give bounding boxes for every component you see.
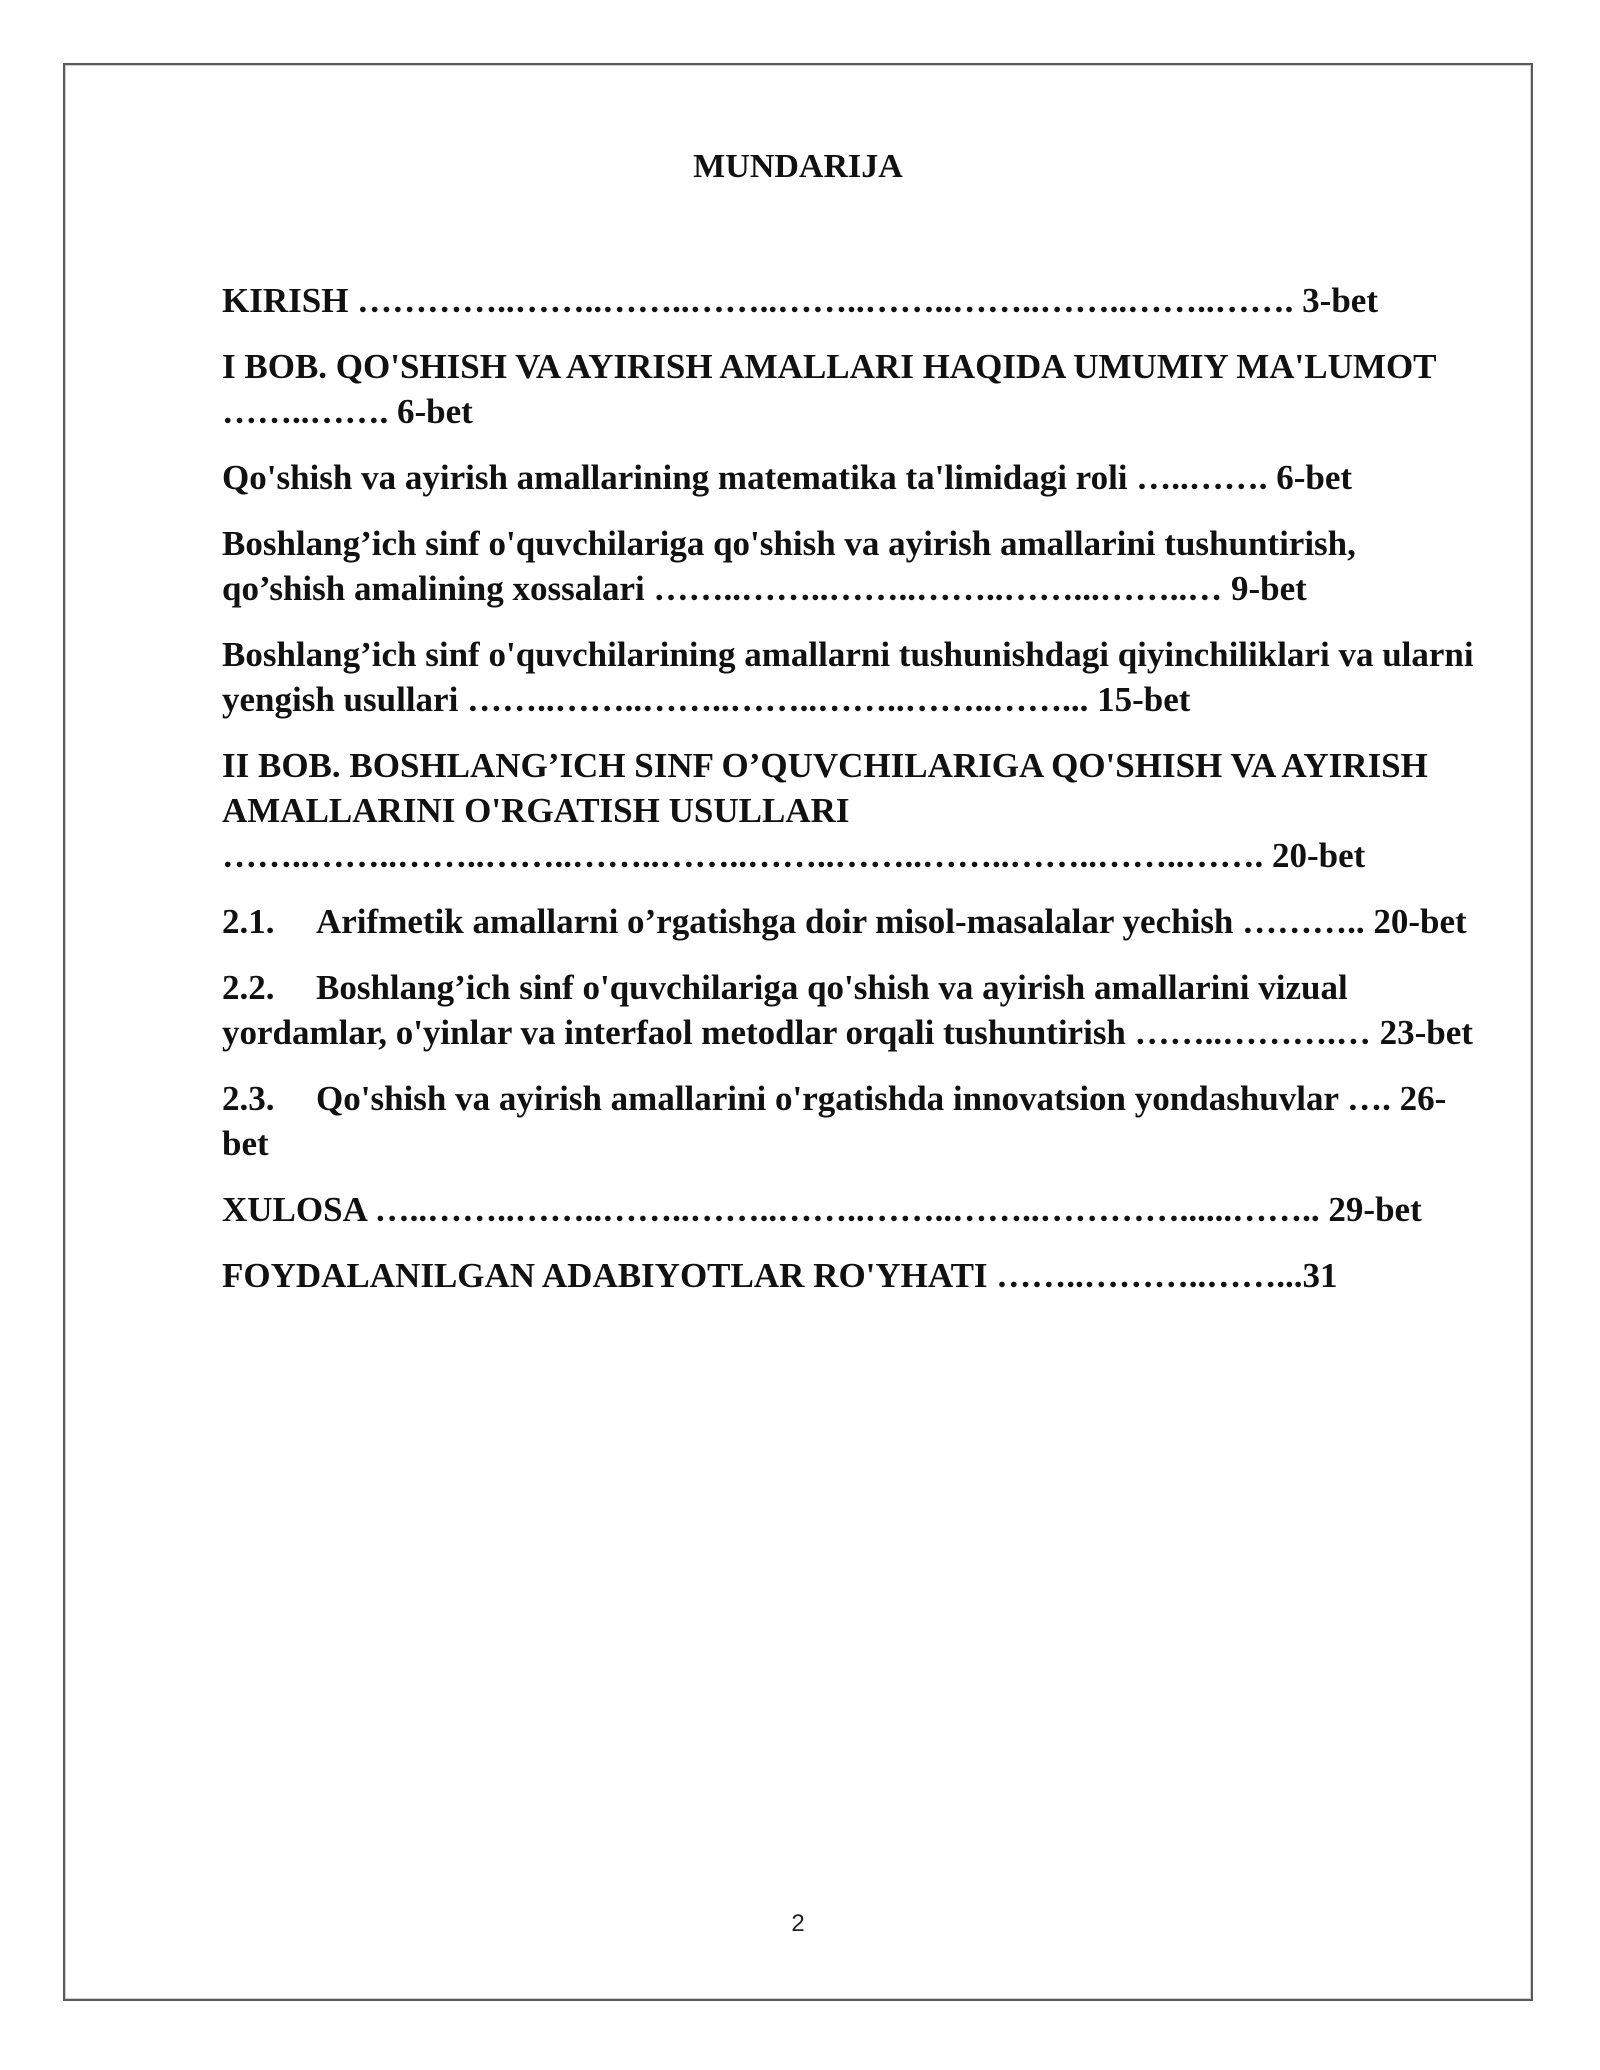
toc-entry-section-difficulties [222, 632, 1484, 722]
toc-entry-text: Qo'shish va ayirish amallarining matematika ta'limidagi roli …..……. 6-bet [222, 458, 1353, 497]
toc-entry-section-properties [222, 521, 1484, 611]
toc-entry-text: FOYDALANILGAN ADABIYOTLAR RO'YHATI ……..………..……...31 [222, 1256, 1338, 1295]
toc-entry-2-3 [222, 1076, 1484, 1166]
toc-entry-number: 2.3. [222, 1079, 275, 1118]
toc-entry-text: I BOB. QO'SHISH VA AYIRISH AMALLARI HAQIDA UMUMIY MA'LUMOT ……..……. 6-bet [222, 347, 1436, 431]
toc-entry-chapter-2 [222, 743, 1484, 878]
toc-entry-number: 2.1. [222, 902, 275, 941]
toc-entry-text: KIRISH …………..……..……..……..……..……..……..……..……..……. 3-bet [222, 281, 1378, 320]
toc-entry-references [222, 1253, 1484, 1298]
toc-entry-2-2 [222, 965, 1484, 1055]
toc-entry-kirish [222, 278, 1484, 323]
toc-entry-text: Boshlang’ich sinf o'quvchilariga qo'shish va ayirish amallarini vizual yordamlar, o'yinlar va interfaol metodlar orqali tushuntirish ……..……….… 23-bet [222, 968, 1473, 1052]
document-title: MUNDARIJA [693, 148, 903, 185]
toc-entry-text: Boshlang’ich sinf o'quvchilariga qo'shish va ayirish amallarini tushuntirish, qo’shish amalining xossalari ……..……..……..……..……...……..… 9-bet [222, 524, 1356, 608]
toc-entry-text: XULOSA …..……..……..……..……..……..……..……..…………......…….. 29-bet [222, 1190, 1422, 1229]
page-number: 2 [791, 1910, 805, 1937]
toc-entry-chapter-1 [222, 344, 1484, 434]
toc-entry-text: Qo'shish va ayirish amallarini o'rgatishda innovatsion yondashuvlar …. 26-bet [222, 1079, 1447, 1163]
toc-entry-section-role [222, 455, 1484, 500]
toc-entry-text: Arifmetik amallarni o’rgatishga doir misol-masalalar yechish ……….. 20-bet [316, 902, 1467, 941]
toc-entry-text: II BOB. BOSHLANG’ICH SINF O’QUVCHILARIGA QO'SHISH VA AYIRISH AMALLARINI O'RGATISH USULLARI ……..……..……..……..……..……..……..……..……..……..……..……. 20-bet [222, 746, 1428, 875]
toc-entry-2-1 [222, 899, 1484, 944]
toc-entry-text: Boshlang’ich sinf o'quvchilarining amallarni tushunishdagi qiyinchiliklari va ularni yengish usullari ……..……..……..……..……..……..……... 15-bet [222, 635, 1474, 719]
table-of-contents [222, 278, 1484, 1319]
toc-entry-xulosa [222, 1187, 1484, 1232]
toc-entry-number: 2.2. [222, 968, 275, 1007]
